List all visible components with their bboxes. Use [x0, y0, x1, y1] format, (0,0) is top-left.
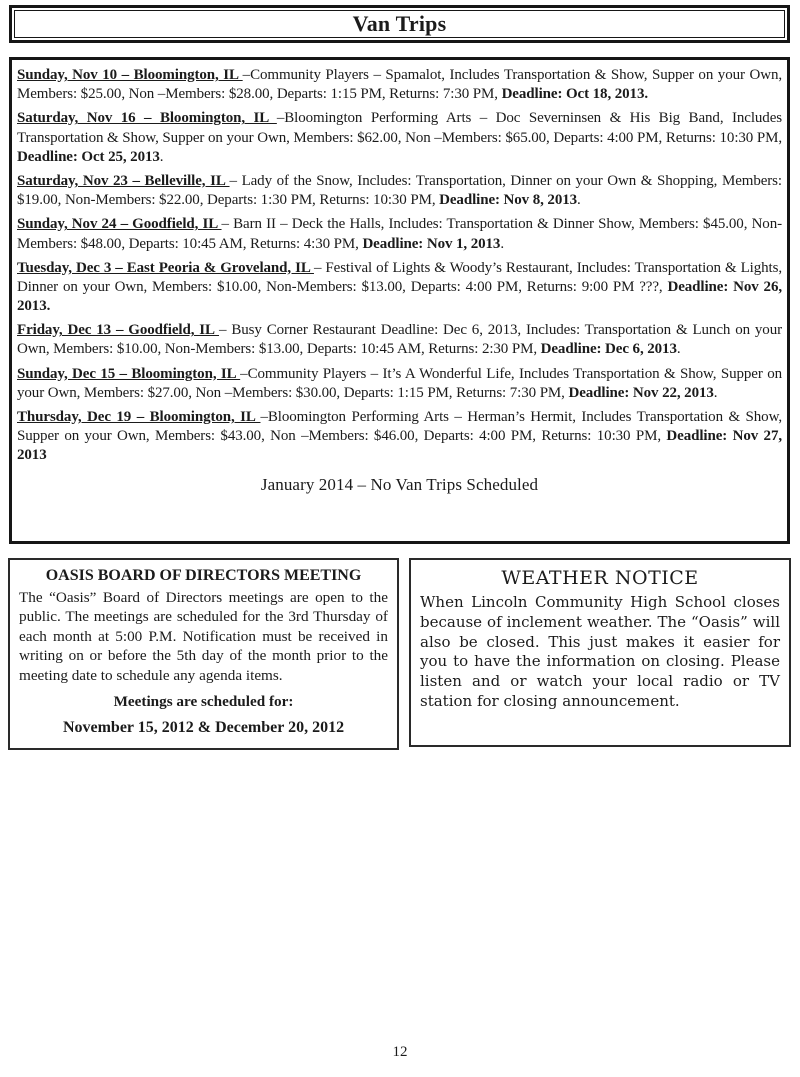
trip-details: – Lady of the Snow, Includes: Transportation, Dinner on your Own & Shopping, Members: $19.00, Non-Members: $22.00, Departs: 1:30 PM, Returns: 10:30 PM, — [17, 172, 782, 209]
trip-entry — [17, 66, 782, 104]
weather-notice-text: When Lincoln Community High School closes because of inclement weather. The “Oasis” will also be closed. This just makes it easier for you to have the information on closing. Please listen and or watch your local radio or TV station for closing announcement. — [420, 593, 780, 710]
trip-deadline: Deadline: Oct 18, 2013. — [501, 86, 649, 103]
trip-deadline: Deadline: Oct 25, 2013 — [17, 148, 160, 165]
trip-date-location: Friday, Dec 13 – Goodfield, IL — [17, 322, 220, 339]
trip-entry — [17, 215, 782, 253]
trip-deadline: Deadline: Dec 6, 2013 — [540, 341, 677, 358]
trip-date-location: Saturday, Nov 16 – Bloomington, IL — [17, 110, 277, 127]
january-no-trips-note: January 2014 – No Van Trips Scheduled — [260, 474, 539, 494]
weather-notice-heading: WEATHER NOTICE — [501, 567, 699, 589]
trip-date-location: Sunday, Nov 24 – Goodfield, IL — [17, 216, 222, 233]
trip-entry — [17, 109, 782, 167]
board-schedule-label: Meetings are scheduled for: — [113, 693, 294, 711]
trip-date-location: Sunday, Dec 15 – Bloomington, IL — [17, 365, 241, 382]
trip-tail: . — [713, 384, 718, 401]
board-meeting-text: The “Oasis” Board of Directors meetings are open to the public. The meetings are scheduled for the 3rd Thursday of each month at 5:00 P.M. Notification must be received in writing on or before the 5th day of the month prior to the meeting date to schedule any agenda items. — [19, 589, 388, 684]
trip-entry — [17, 408, 782, 466]
board-of-directors-box — [8, 558, 399, 750]
trip-deadline: Deadline: Nov 27, 2013 — [17, 428, 783, 464]
trip-entry — [17, 321, 782, 359]
board-meeting-heading: OASIS BOARD OF DIRECTORS MEETING — [45, 567, 362, 584]
trip-tail: . — [676, 341, 681, 358]
trip-tail: . — [577, 192, 581, 209]
trip-date-location: Sunday, Nov 10 – Bloomington, IL — [17, 67, 243, 83]
trip-date-location: Saturday, Nov 23 – Belleville, IL — [17, 172, 230, 189]
trip-details: –Bloomington Performing Arts – Doc Severninsen & His Big Band, Includes Transportation & Show, Supper on your Own, Members: $62.00, Non –Members: $65.00, Departs: 4:00 PM, Returns: 10:30 PM, — [17, 110, 782, 146]
trip-entry — [17, 259, 782, 317]
trip-deadline: Deadline: Nov 8, 2013 — [439, 192, 578, 209]
trip-deadline: Deadline: Nov 26, 2013. — [17, 278, 783, 315]
weather-notice-box — [409, 558, 791, 747]
trip-details: – Barn II – Deck the Halls, Includes: Transportation & Dinner Show, Members: $45.00, Non-Members: $48.00, Departs: 10:45 AM, Returns: 4:30 PM, — [17, 216, 782, 252]
board-schedule-dates: November 15, 2012 & December 20, 2012 — [62, 719, 345, 737]
title-inner-rule — [14, 10, 785, 38]
van-trips-list-box — [9, 57, 790, 544]
trip-entry — [17, 172, 782, 210]
trip-details: –Community Players – It’s A Wonderful Life, Includes Transportation & Show, Supper on your Own, Members: $27.00, Non –Members: $30.00, Departs: 1:15 PM, Returns: 7:30 PM, — [17, 365, 783, 401]
trip-date-location: Thursday, Dec 19 – Bloomington, IL — [17, 409, 261, 425]
trip-details: –Bloomington Performing Arts – Herman’s Hermit, Includes Transportation & Show, Supper on your Own, Members: $43.00, Non –Members: $46.00, Departs: 4:00 PM, Returns: 10:30 PM, — [17, 409, 782, 445]
trip-deadline: Deadline: Nov 1, 2013 — [362, 235, 501, 252]
trip-tail: . — [159, 148, 164, 165]
trip-details: –Community Players – Spamalot, Includes Transportation & Show, Supper on your Own, Members: $25.00, Non –Members: $28.00, Departs: 1:15 PM, Returns: 7:30 PM, — [17, 67, 782, 103]
trip-deadline: Deadline: Nov 22, 2013 — [568, 384, 714, 401]
van-trips-title-box — [9, 5, 790, 43]
trip-tail: . — [500, 235, 504, 252]
trip-entry — [17, 365, 782, 403]
trip-date-location: Tuesday, Dec 3 – East Peoria & Groveland, IL — [17, 259, 314, 276]
trip-details: – Busy Corner Restaurant Deadline: Dec 6, 2013, Includes: Transportation & Lunch on your Own, Members: $10.00, Non-Members: $13.00, Departs: 10:45 AM, Returns: 2:30 PM, — [17, 322, 783, 358]
page-title: Van Trips — [352, 11, 447, 36]
trip-details: – Festival of Lights & Woody’s Restaurant, Includes: Transportation & Lights, Dinner on your Own, Members: $10.00, Non-Members: $13.00, Departs: 4:00 PM, Returns: 9:00 PM ???, — [17, 259, 782, 295]
page-number: 12 — [392, 1044, 408, 1060]
